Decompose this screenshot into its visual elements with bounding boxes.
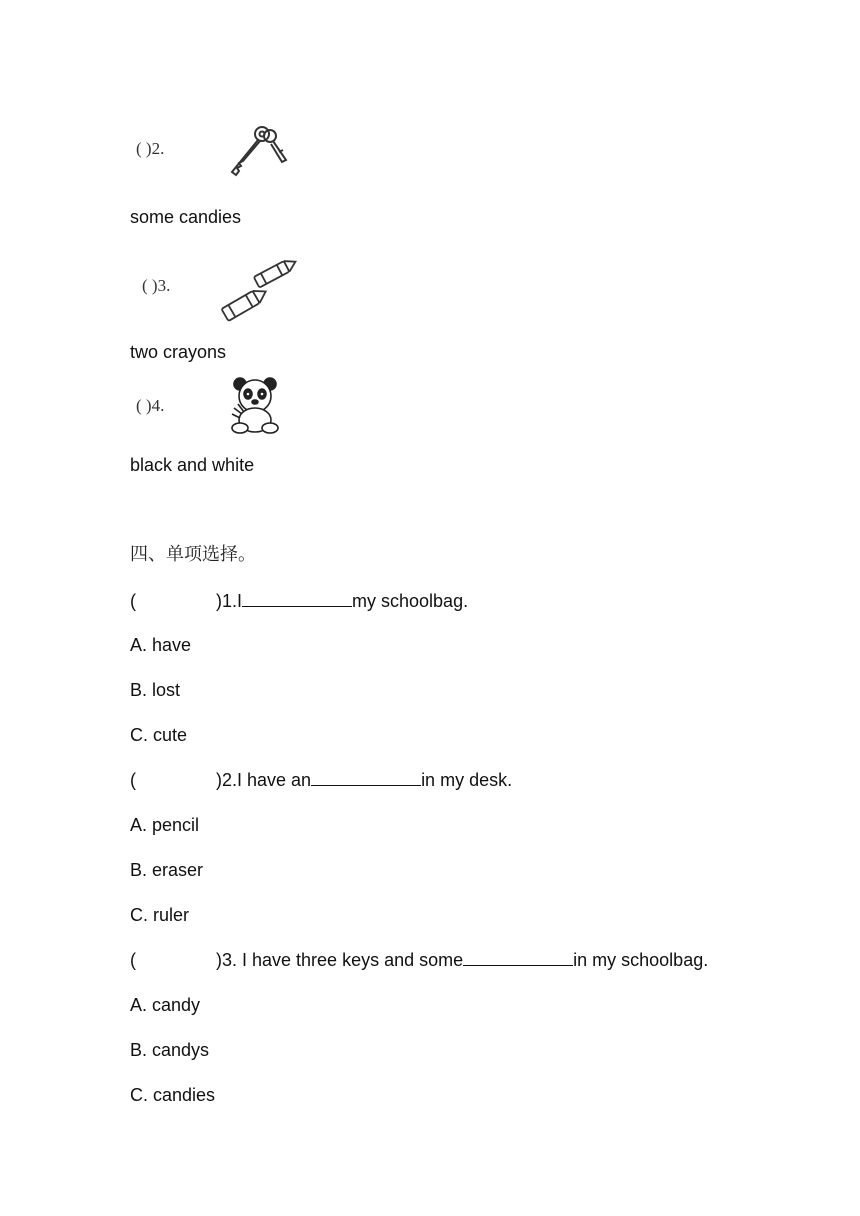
question-1-text-before: )1.I — [216, 591, 243, 611]
question-2-option-a: A. pencil — [130, 815, 200, 835]
question-3-text-after: in my schoolbag. — [573, 950, 709, 970]
item-2-caption: some candies — [130, 207, 242, 227]
question-1-blank[interactable] — [242, 590, 352, 607]
question-3-text-before: )3. I have three keys and some — [216, 950, 464, 970]
question-2-paren: ( — [130, 770, 136, 790]
question-3-blank[interactable] — [463, 949, 573, 966]
item-3-number: ( )3. — [142, 276, 171, 295]
question-1-option-b: B. lost — [130, 680, 181, 700]
question-2-option-b: B. eraser — [130, 860, 204, 880]
section-4-heading: 四、单项选择。 — [130, 544, 256, 565]
question-3-option-c: C. candies — [130, 1085, 216, 1105]
item-3-caption: two crayons — [130, 342, 227, 362]
key-icon — [224, 122, 290, 178]
question-1 — [130, 590, 468, 612]
question-1-paren: ( — [130, 591, 136, 611]
panda-icon — [224, 374, 284, 436]
question-1-text-after: my schoolbag. — [352, 591, 469, 611]
question-1-option-a: A. have — [130, 635, 192, 655]
item-4-caption: black and white — [130, 455, 255, 475]
crayon-icon — [218, 254, 304, 322]
question-2-text-after: in my desk. — [421, 770, 513, 790]
question-2 — [130, 769, 512, 791]
question-2-text-before: )2.I have an — [216, 770, 312, 790]
question-3-option-b: B. candys — [130, 1040, 210, 1060]
item-2-number: ( )2. — [136, 139, 165, 158]
question-2-blank[interactable] — [311, 769, 421, 786]
question-3-paren: ( — [130, 950, 136, 970]
question-1-option-c: C. cute — [130, 725, 188, 745]
question-3-option-a: A. candy — [130, 995, 201, 1015]
question-2-option-c: C. ruler — [130, 905, 190, 925]
question-3 — [130, 949, 708, 971]
item-4-number: ( )4. — [136, 396, 165, 415]
